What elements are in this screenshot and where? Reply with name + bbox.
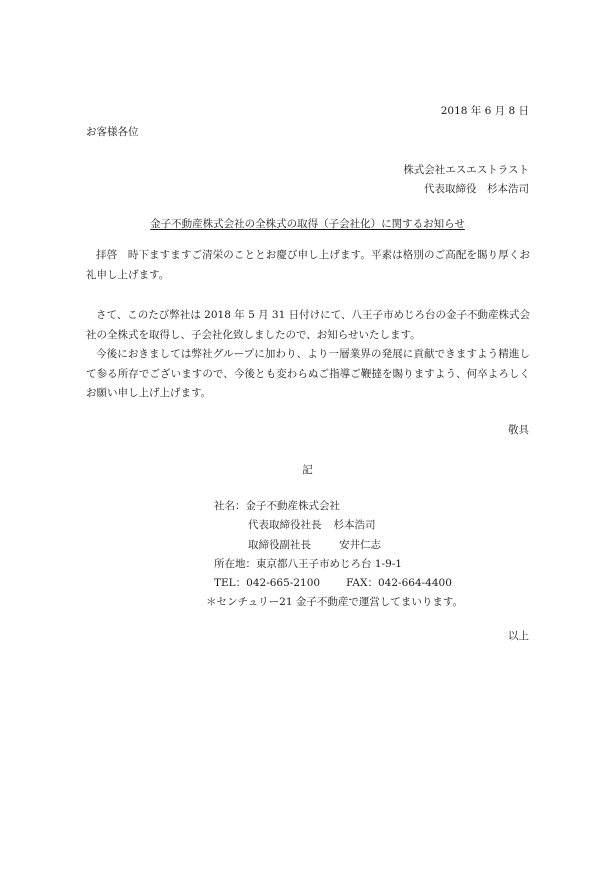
- operation-note: ＊センチュリー21 金子不動産で運営してまいります。: [206, 596, 464, 609]
- vice-title: 取締役副社長: [248, 538, 311, 551]
- document-date: 2018 年 6 月 8 日: [440, 105, 529, 117]
- address-row: [214, 555, 463, 574]
- contact-row: [214, 574, 463, 593]
- president-title: 代表取締役社長: [248, 519, 322, 532]
- company-label: 社名：: [214, 500, 246, 512]
- president-name: 杉本浩司: [333, 519, 376, 532]
- president-row: [214, 516, 463, 535]
- closing-keigu: 敬具: [508, 424, 529, 436]
- address-value: 東京都八王子市めじろ台 1-9-1: [256, 557, 402, 570]
- vice-president-row: [214, 536, 463, 555]
- address-label: 所在地：: [214, 557, 256, 570]
- closing-ijou: 以上: [508, 630, 529, 642]
- company-name: 金子不動産株式会社: [245, 500, 340, 512]
- greeting-paragraph: 拝啓 時下ますますご清栄のこととお慶び申し上げます。平素は格別のご高配を賜り厚くお礼申し上げます。: [86, 249, 530, 281]
- outlook-paragraph: 今後におきましては弊社グループに加わり、より一層業界の発展に貢献できますよう精進して参る所存でございますので、今後とも変わらぬご指導ご鞭撻を賜りますよう、何卒よろしくお願い申し上げ上げます。: [86, 348, 530, 399]
- announcement-paragraph: さて、このたび弊社は 2018 年 5 月 31 日付けにて、八王子市めじろ台の金子不動産株式会社の全株式を取得し、子会社化致しましたので、お知らせいたします。: [86, 309, 530, 341]
- company-name-row: [214, 497, 463, 516]
- recipient-line: お客様各位: [86, 126, 139, 138]
- ki-heading: 記: [302, 464, 313, 476]
- fax-value: 042-664-4400: [378, 577, 452, 590]
- company-details: [206, 497, 464, 613]
- sender-company: 株式会社エスエストラスト: [403, 164, 529, 176]
- sender-representative: 代表取締役 杉本浩司: [424, 183, 529, 195]
- document-subject: 金子不動産株式会社の全株式の取得（子会社化）に関するお知らせ: [150, 218, 465, 230]
- vice-name: 安井仁志: [339, 538, 381, 551]
- tel-label: TEL：: [214, 577, 247, 590]
- fax-label: FAX：: [346, 577, 378, 590]
- tel-value: 042-665-2100: [246, 577, 321, 590]
